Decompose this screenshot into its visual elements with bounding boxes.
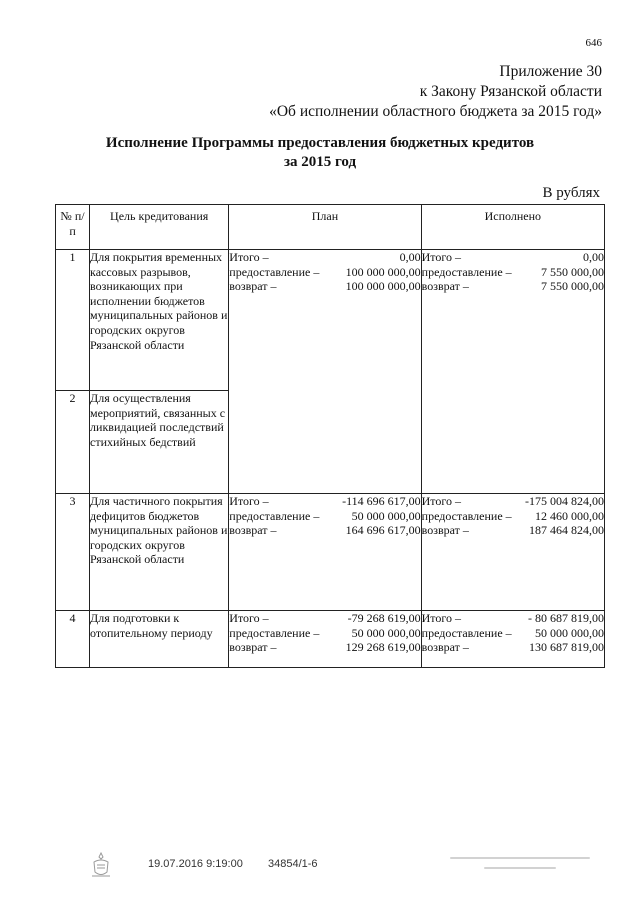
row-num: 4 (56, 611, 90, 668)
done-provision: предоставление – 7 550 000,00 (421, 264, 604, 279)
table-header-row (56, 205, 605, 250)
plan-provision: предоставление – 50 000 000,00 (229, 508, 421, 523)
table-row (56, 611, 605, 668)
header-goal: Цель кредитования (90, 205, 229, 250)
done-provision: предоставление – 50 000 000,00 (421, 625, 604, 640)
credit-program-table (55, 204, 605, 668)
appendix-line-1: Приложение 30 (499, 63, 602, 80)
appendix-reference (269, 62, 602, 122)
units-label: В рублях (542, 185, 600, 201)
done-total: Итого – - 80 687 819,00 (421, 611, 604, 625)
plan-total: Итого – 0,00 (229, 250, 421, 264)
row-goal: Для осуществления мероприятий, связанных с ликвидацией последствий стихийных бедствий (90, 391, 229, 494)
row-plan (229, 611, 421, 668)
row-done (421, 611, 604, 668)
row-goal: Для покрытия временных кассовых разрывов, возникающих при исполнении бюджетов муниципальных районов и городских округов Рязанской области (90, 250, 229, 391)
row-plan (229, 494, 421, 611)
title-line-1: Исполнение Программы предоставления бюджетных кредитов (105, 135, 535, 151)
page-number: 646 (585, 37, 602, 49)
header-done: Исполнено (421, 205, 604, 250)
row-num: 2 (56, 391, 90, 494)
done-provision: предоставление – 12 460 000,00 (421, 508, 604, 523)
done-return: возврат – 7 550 000,00 (421, 279, 604, 294)
coat-of-arms-icon (88, 850, 114, 880)
done-return: возврат – 130 687 819,00 (421, 640, 604, 655)
row-plan (229, 250, 421, 494)
row-goal: Для подготовки к отопительному периоду (90, 611, 229, 668)
done-total: Итого – -175 004 824,00 (421, 494, 604, 508)
document-title (0, 134, 640, 172)
footer-document-code: 34854/1-6 (268, 858, 318, 870)
appendix-line-2: к Закону Рязанской области (419, 83, 602, 100)
row-done (421, 250, 604, 494)
done-total: Итого – 0,00 (421, 250, 604, 264)
row-num: 3 (56, 494, 90, 611)
plan-provision: предоставление – 100 000 000,00 (229, 264, 421, 279)
plan-total: Итого – -79 268 619,00 (229, 611, 421, 625)
table-row (56, 250, 605, 391)
appendix-line-3: «Об исполнении областного бюджета за 2015 год» (269, 103, 602, 120)
row-goal: Для частичного покрытия дефицитов бюджетов муниципальных районов и городских округов Рязанской области (90, 494, 229, 611)
header-plan: План (229, 205, 421, 250)
plan-total: Итого – -114 696 617,00 (229, 494, 421, 508)
row-done (421, 494, 604, 611)
done-return: возврат – 187 464 824,00 (421, 523, 604, 538)
faint-stamp-icon (445, 852, 595, 876)
plan-return: возврат – 164 696 617,00 (229, 523, 421, 538)
plan-return: возврат – 129 268 619,00 (229, 640, 421, 655)
plan-return: возврат – 100 000 000,00 (229, 279, 421, 294)
footer-date: 19.07.2016 9:19:00 (148, 858, 243, 870)
plan-provision: предоставление – 50 000 000,00 (229, 625, 421, 640)
title-line-2: за 2015 год (283, 154, 357, 170)
header-num: № п/п (56, 205, 90, 250)
table-row (56, 494, 605, 611)
row-num: 1 (56, 250, 90, 391)
